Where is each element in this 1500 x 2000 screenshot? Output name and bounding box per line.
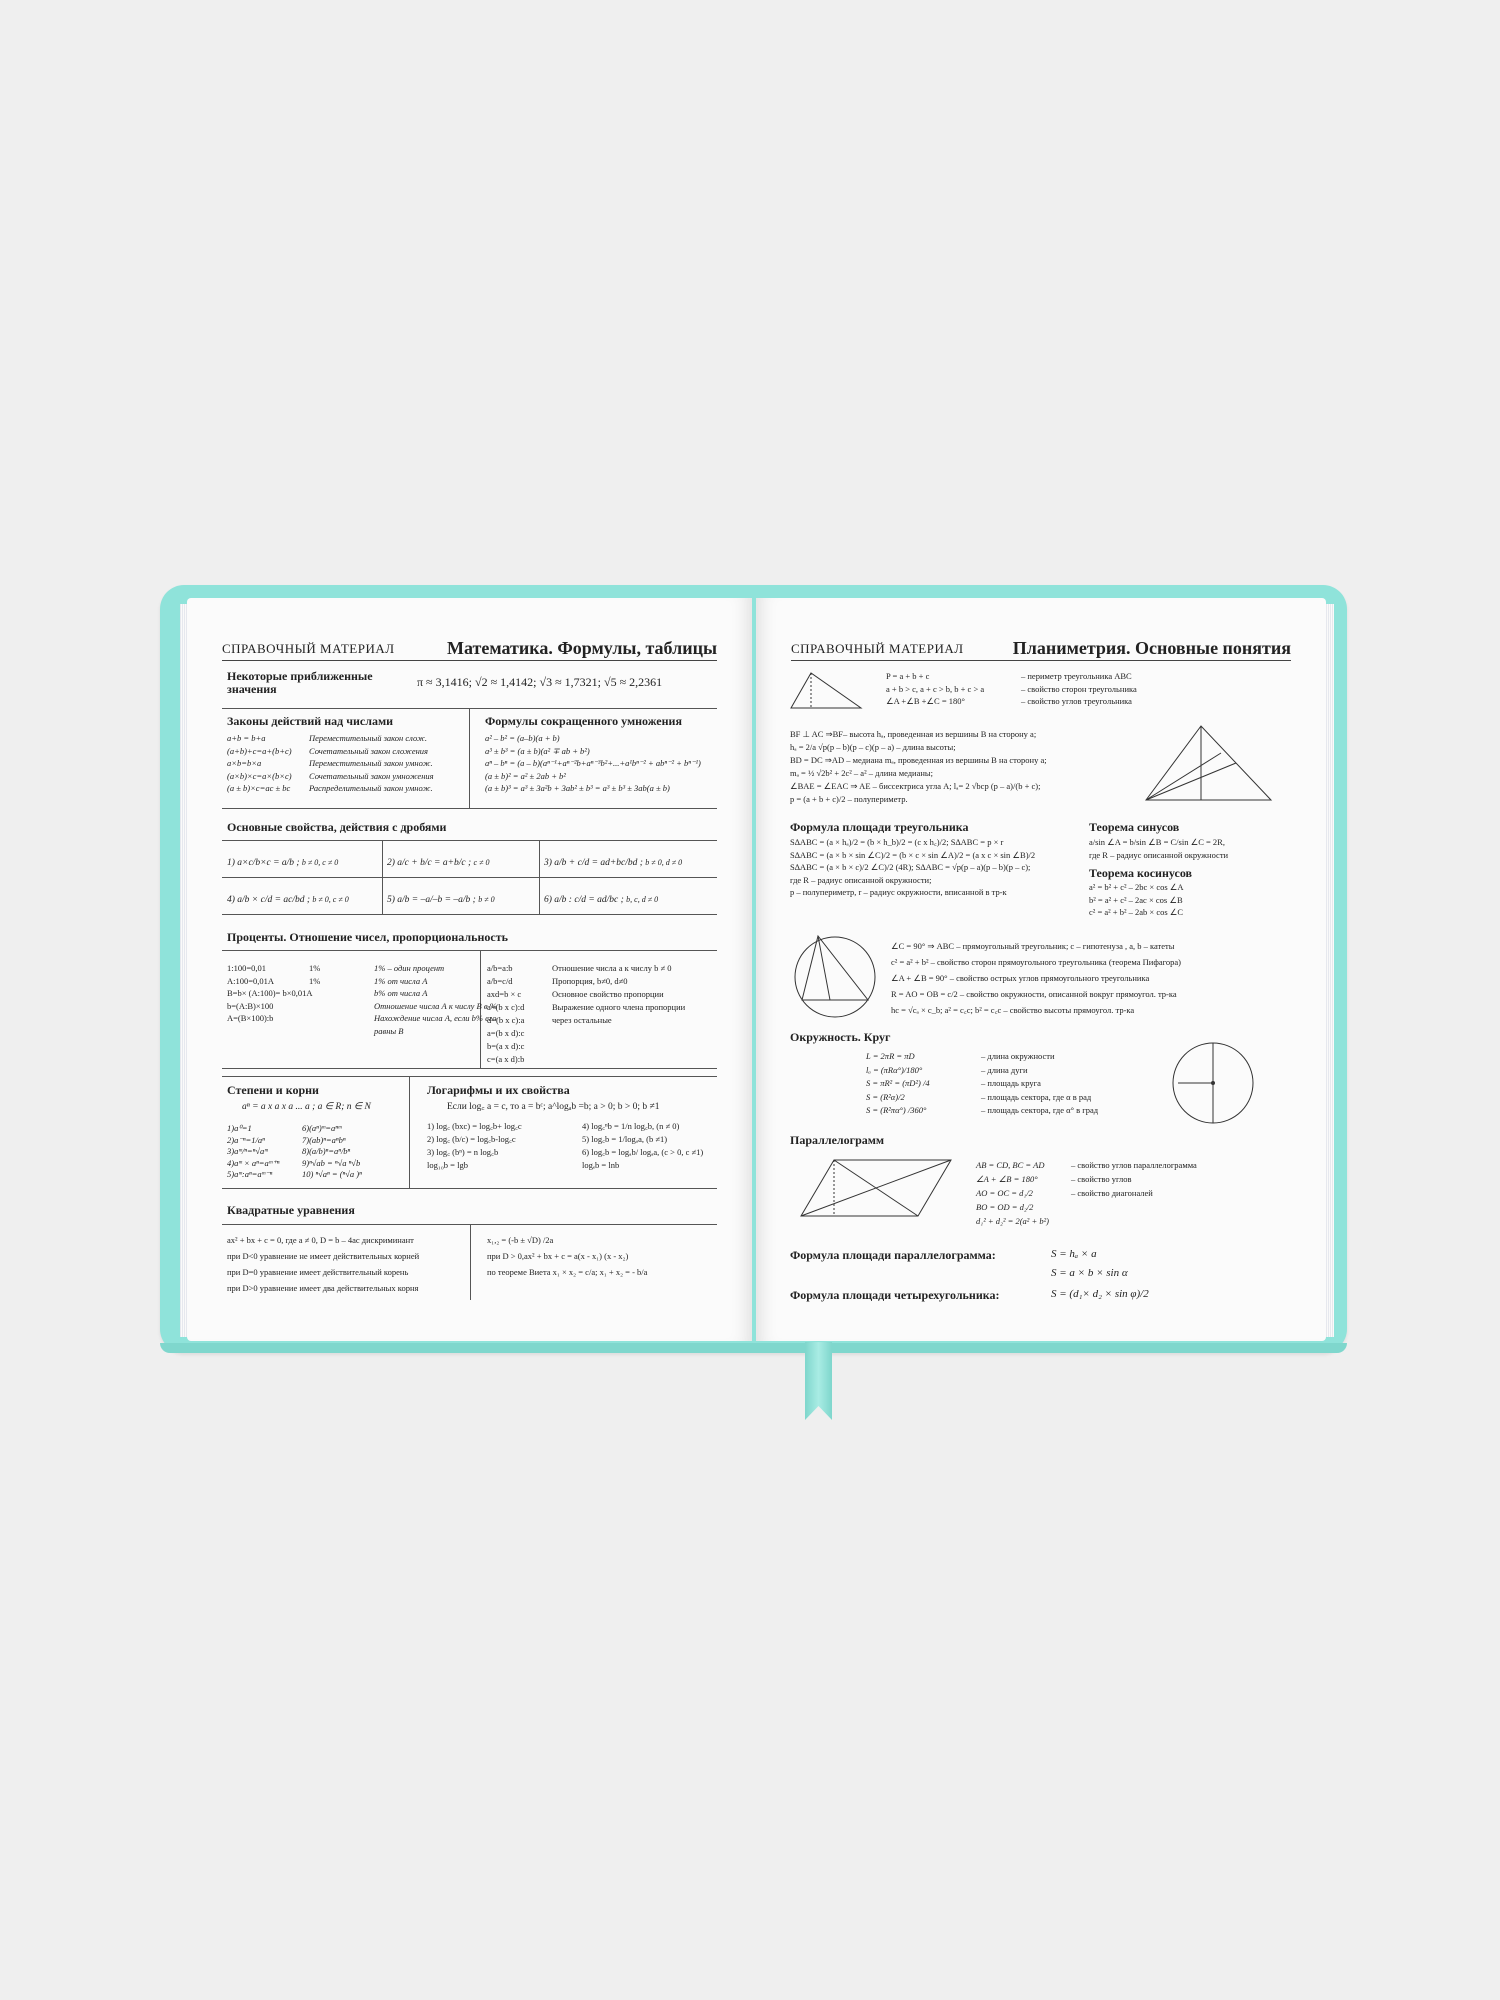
rule-condition: b ≠ 0, c ≠ 0 bbox=[301, 858, 339, 867]
approx-heading: Некоторые приближенные значения bbox=[227, 669, 373, 696]
cosines-formula: c² = a² + b² – 2ab × cos ∠C bbox=[1089, 907, 1184, 917]
section-label: СПРАВОЧНЫЙ МАТЕРИАЛ bbox=[791, 641, 964, 656]
percent-cell: B=b× (A:100)= b×0,01A bbox=[227, 988, 313, 998]
percent-cell bbox=[227, 1025, 309, 1038]
description: Переместительный закон слож. bbox=[309, 733, 428, 743]
fraction-rule bbox=[227, 893, 349, 907]
proportion-formula: axd=b × c bbox=[487, 989, 522, 999]
formula: a + b > c, a + c > b, b + c > a bbox=[886, 683, 985, 694]
altitude-line: BF ⊥ AC ⇒BF– высота hₐ, проведенная из вершины B на сторону a; bbox=[790, 729, 1037, 739]
description: – свойство углов треугольника bbox=[1021, 696, 1132, 706]
rule-condition: b, c, d ≠ 0 bbox=[626, 895, 659, 904]
rule-formula: a×c/b×c = a/b ; bbox=[237, 858, 302, 868]
sines-formulas bbox=[1089, 836, 1228, 861]
cosines-formulas bbox=[1089, 881, 1184, 919]
left-page-header bbox=[222, 636, 717, 661]
power-rule: 9)ⁿ√ab = ⁿ√a ⁿ√b bbox=[302, 1157, 361, 1168]
area-formula: где R – радиус описанной окружности; bbox=[790, 874, 932, 885]
area-formula: S∆ABC = (a × b × c)/2 ∠C)/2 (4R); S∆ABC = √p(p – a)(p – b)(p – c); bbox=[790, 862, 1031, 872]
power-rule: 1)a⁰=1 bbox=[227, 1123, 252, 1133]
formula: a×b=b×a bbox=[227, 758, 262, 768]
percent-row bbox=[227, 1025, 497, 1038]
law-row bbox=[227, 757, 434, 770]
quadratic-right bbox=[487, 1232, 647, 1280]
altitude-line: BD = DC ⇒AD – медиана mₐ, проведенная из вершины В на сторону a; bbox=[790, 755, 1047, 765]
section-label: СПРАВОЧНЫЙ МАТЕРИАЛ bbox=[222, 641, 395, 656]
circle-figure bbox=[1166, 1036, 1261, 1126]
divider bbox=[222, 950, 717, 951]
fraction-rule bbox=[544, 893, 658, 907]
area-formula: S∆ABC = (a × hₐ)/2 = (b × h_b)/2 = (c x h꜀)/2; S∆ABC = p × r bbox=[790, 837, 1004, 847]
quadrilateral-area-formula: S = (d₁× d₂ × sin φ)/2 bbox=[1051, 1288, 1149, 1300]
circle-formula: S = (R²α)/2 bbox=[866, 1091, 905, 1102]
proportion-description: через остальные bbox=[552, 1015, 612, 1025]
cosines-formula: b² = a² + c² – 2ac × cos ∠B bbox=[1089, 894, 1183, 905]
quadratic-line: при D > 0,ax² + bx + c = a(x - x₁) (x - x₂) bbox=[487, 1251, 629, 1261]
quadratic-line: по теореме Виета x₁ × x₂ = c/a; x₁ + x₂ = - b/a bbox=[487, 1267, 648, 1277]
quadratic-line: x₁,₂ = (-b ± √D) /2a bbox=[487, 1235, 554, 1245]
rule-formula: a/b + c/d = ad+bc/bd ; bbox=[554, 858, 646, 868]
law-row bbox=[227, 770, 434, 783]
rule-formula: a/c + b/c = a+b/c ; bbox=[397, 858, 474, 868]
quadratic-left bbox=[227, 1232, 419, 1296]
divider bbox=[222, 808, 717, 809]
power-rule: 2)a⁻ⁿ=1/aⁿ bbox=[227, 1134, 265, 1145]
proportion-formula: c=(a x d):b bbox=[487, 1054, 525, 1064]
rule-number: 4) bbox=[227, 895, 238, 905]
divider bbox=[539, 840, 540, 914]
rule-number: 5) bbox=[387, 895, 398, 905]
parallelogram-description: – свойство диагоналей bbox=[1071, 1188, 1153, 1198]
description: Сочетательный закон умножения bbox=[309, 770, 434, 781]
circle-description: – площадь круга bbox=[981, 1078, 1041, 1088]
percent-cell: A:100=0,01A bbox=[227, 975, 275, 986]
fractions-heading: Основные свойства, действия с дробями bbox=[227, 820, 447, 834]
quadrilateral-area-label: Формула площади четырехугольника: bbox=[790, 1288, 1000, 1302]
power-rule: 7)(ab)ⁿ=aⁿbⁿ bbox=[302, 1134, 346, 1145]
percent-cell bbox=[309, 1025, 374, 1038]
proportion-formula: b=(a x d):c bbox=[487, 1041, 525, 1051]
powers-definition: aⁿ = a x a x a ... a ; a ∈ R; n ∈ N bbox=[242, 1102, 371, 1112]
divider bbox=[409, 1076, 410, 1188]
circle-description: – длина дуги bbox=[981, 1064, 1028, 1075]
circle-description: – площадь сектора, где α в рад bbox=[981, 1091, 1092, 1102]
law-row bbox=[227, 745, 434, 758]
percent-cell: Отношение числа А к числу В в % bbox=[374, 1000, 497, 1011]
laws-list bbox=[227, 732, 434, 795]
right-triangle-line: c² = a² + b² – свойство сторон прямоугольного треугольника (теорема Пифагора) bbox=[891, 957, 1181, 967]
rule-number: 1) bbox=[227, 858, 238, 868]
divider bbox=[222, 1188, 717, 1189]
page-title: Планиметрия. Основные понятия bbox=[1012, 638, 1291, 658]
log-rule: 3) log꜀ (bⁿ) = n log꜀b bbox=[427, 1147, 499, 1157]
triangle-basic-row bbox=[886, 683, 1137, 696]
power-rule: 10) ⁿ√aⁿ = (ⁿ√a )ⁿ bbox=[302, 1169, 362, 1179]
power-rule: 5)aᵐ:aⁿ=aᵐ⁻ⁿ bbox=[227, 1169, 273, 1179]
log-rule: logₑb = lnb bbox=[582, 1160, 620, 1170]
short-mult-heading: Формулы сокращенного умножения bbox=[485, 714, 682, 728]
log-rule: 6) log꜀b = logₐb/ logₐa, (c > 0, c ≠1) bbox=[582, 1147, 704, 1157]
altitude-line: ∠BAE = ∠EAC ⇒ AE – биссектриса угла A; lₐ= 2 √bcp (p – a)/(b + c); bbox=[790, 781, 1041, 791]
percent-cell: равны В bbox=[374, 1025, 404, 1036]
description: Сочетательный закон сложения bbox=[309, 745, 429, 756]
proportion-description: Выражение одного члена пропорции bbox=[552, 1002, 686, 1012]
formula: P = a + b + c bbox=[886, 671, 930, 681]
rule-condition: b ≠ 0 bbox=[478, 895, 495, 904]
logs-col-2 bbox=[582, 1120, 703, 1172]
right-triangle-line: ∠A + ∠B = 90° – свойство острых углов прямоугольного треугольника bbox=[891, 973, 1150, 983]
proportion-formula: a=(b x d):c bbox=[487, 1028, 525, 1038]
left-page bbox=[187, 598, 752, 1341]
circle-description: – площадь сектора, где α° в град bbox=[981, 1105, 1099, 1115]
percent-cell: 1% bbox=[309, 975, 321, 986]
divider bbox=[382, 840, 383, 914]
law-row bbox=[227, 732, 434, 745]
circle-formula: S = πR² = (πD²) /4 bbox=[866, 1078, 930, 1088]
laws-heading: Законы действий над числами bbox=[227, 714, 394, 728]
right-page bbox=[756, 598, 1326, 1341]
rule-condition: b ≠ 0, d ≠ 0 bbox=[645, 858, 683, 867]
proportion-formula: a=(b x c):d bbox=[487, 1002, 525, 1012]
parallelogram-formula: AO = OC = d₁/2 bbox=[976, 1188, 1033, 1198]
power-rule: 8)(a/b)ⁿ=aⁿ/bⁿ bbox=[302, 1146, 351, 1156]
description: Распределительный закон умнож. bbox=[309, 783, 433, 793]
cosines-heading: Теорема косинусов bbox=[1089, 866, 1193, 880]
formula: (a+b)+c=a+(b+c) bbox=[227, 745, 292, 756]
parallelogram-heading: Параллелограмм bbox=[790, 1133, 885, 1147]
formula: (a ± b)×c=ac ± bc bbox=[227, 783, 291, 793]
parallelogram-figure bbox=[796, 1148, 956, 1223]
right-triangle-line: R = AO = OB = c/2 – свойство окружности, описанной вокруг прямоугол. тр-ка bbox=[891, 989, 1177, 999]
fraction-rule bbox=[544, 856, 682, 870]
altitude-line: hₐ = 2/a √p(p – b)(p – c)(p – a) – длина высоты; bbox=[790, 742, 956, 752]
proportion-formula: a/b=a:b bbox=[487, 963, 513, 973]
power-rule: 6)(aⁿ)ᵐ=aⁿᵐ bbox=[302, 1123, 342, 1133]
powers-heading: Степени и корни bbox=[227, 1083, 319, 1097]
percent-cell bbox=[309, 987, 374, 1000]
proportion-description: Отношение числа а к числу b ≠ 0 bbox=[552, 963, 672, 973]
area-heading: Формула площади треугольника bbox=[790, 820, 969, 834]
formula: (a×b)×c=a×(b×c) bbox=[227, 770, 292, 781]
parallelogram-description: – свойство углов параллелограмма bbox=[1071, 1160, 1197, 1170]
rule-formula: a/b = –a/–b = –a/b ; bbox=[397, 895, 479, 905]
right-triangle-line: ∠C = 90° ⇒ АВС – прямоугольный треугольник; c – гипотенуза , a, b – катеты bbox=[891, 941, 1175, 951]
percent-cell: 1:100=0,01 bbox=[227, 963, 267, 973]
divider bbox=[222, 914, 717, 915]
logs-col-1 bbox=[427, 1120, 522, 1172]
percent-cell: 1% bbox=[309, 963, 321, 973]
cosines-formula: a² = b² + c² – 2bc × cos ∠A bbox=[1089, 882, 1184, 892]
log-rule: 2) log꜀ (b/c) = log꜀b-log꜀c bbox=[427, 1134, 516, 1144]
identity-row: (a ± b)² = a² ± 2ab + b² bbox=[485, 770, 566, 781]
log-rule: log₁₀b = lgb bbox=[427, 1160, 468, 1170]
identity-row: aⁿ – bⁿ = (a – b)(aⁿ⁻¹+aⁿ⁻²b+aⁿ⁻³b²+...+a¹bⁿ⁻² + abⁿ⁻² + bⁿ⁻¹) bbox=[485, 758, 701, 768]
rule-number: 6) bbox=[544, 895, 555, 905]
divider bbox=[222, 1068, 717, 1069]
divider bbox=[470, 1224, 471, 1300]
percent-cell: b% от числа А bbox=[374, 988, 428, 998]
law-row bbox=[227, 782, 434, 795]
percent-row bbox=[227, 1000, 497, 1013]
circle-description: – длина окружности bbox=[981, 1051, 1055, 1061]
sines-formula: где R – радиус описанной окружности bbox=[1089, 849, 1229, 860]
percent-row bbox=[227, 962, 497, 975]
triangle-basic-row bbox=[886, 695, 1137, 708]
parallelogram-area-formula-2: S = a × b × sin α bbox=[1051, 1267, 1128, 1279]
description: – периметр треугольника АВС bbox=[1021, 671, 1132, 681]
page-edge-right bbox=[1325, 604, 1334, 1337]
circle-formula: lₐ = (πRα°)/180° bbox=[866, 1064, 923, 1075]
proportion-description: Пропорция, b≠0, d≠0 bbox=[552, 976, 628, 986]
fraction-rule bbox=[227, 856, 338, 870]
power-rule: 3)aᵐ/ⁿ=ⁿ√aᵐ bbox=[227, 1146, 268, 1156]
proportion-description: Основное свойство пропорции bbox=[552, 989, 664, 999]
divider bbox=[222, 877, 717, 878]
parallelogram-area-label: Формула площади параллелограмма: bbox=[790, 1248, 996, 1262]
percent-left bbox=[227, 962, 497, 1037]
powers-col-1 bbox=[227, 1123, 279, 1181]
quadratic-line: ax² + bx + c = 0, где a ≠ 0, D = b – 4ac дискриминант bbox=[227, 1235, 414, 1245]
percent-cell: 1% от числа А bbox=[374, 975, 428, 986]
sines-formula: a/sin ∠A = b/sin ∠B = C/sin ∠C = 2R, bbox=[1089, 837, 1225, 847]
rule-condition: c ≠ 0 bbox=[473, 858, 490, 867]
percent-row bbox=[227, 975, 497, 988]
circle-heading: Окружность. Круг bbox=[790, 1030, 891, 1044]
altitude-line: mₐ = ½ √2b² + 2c² – a² – длина медианы; bbox=[790, 768, 933, 778]
triangle-elements-figure bbox=[1141, 718, 1281, 808]
percent-cell: Нахождение числа А, если b% его bbox=[374, 1013, 497, 1023]
rule-number: 3) bbox=[544, 858, 555, 868]
parallelogram-formula: d₁² + d₂² = 2(a² + b²) bbox=[976, 1216, 1049, 1226]
identity-row: a² – b² = (a–b)(a + b) bbox=[485, 733, 560, 743]
right-triangle-circle-figure bbox=[790, 930, 880, 1020]
log-rule: 1) log꜀ (bxc) = log꜀b+ log꜀c bbox=[427, 1121, 522, 1131]
circle-formula: S = (R²πα°) /360° bbox=[866, 1105, 927, 1115]
percent-cell: b=(A:B)×100 bbox=[227, 1000, 274, 1011]
proportion-formula: a/b=c/d bbox=[487, 976, 513, 986]
sines-heading: Теорема синусов bbox=[1089, 820, 1180, 834]
parallelogram-formula: AB = CD, BC = AD bbox=[976, 1160, 1045, 1170]
powers-col-2 bbox=[302, 1123, 362, 1181]
triangle-basics bbox=[886, 670, 1137, 708]
formula: ∠A +∠B +∠C = 180° bbox=[886, 696, 965, 706]
area-formula: S∆ABC = (a × b × sin ∠C)/2 = (b × c × sin ∠A)/2 = (a x c × sin ∠B)/2 bbox=[790, 849, 1036, 860]
rule-number: 2) bbox=[387, 858, 398, 868]
parallelogram-descriptions bbox=[1071, 1158, 1197, 1200]
right-triangle-line: hc = √cₐ × c_b; a² = c꜀c; b² = c꜀c – свойство высоты прямоугол. тр-ка bbox=[891, 1005, 1135, 1015]
percent-row bbox=[227, 1012, 497, 1025]
fraction-rule bbox=[387, 893, 495, 907]
rule-formula: a/b : c/d = ad/bc ; bbox=[554, 895, 627, 905]
proportion-formula: d=(b x c):a bbox=[487, 1015, 525, 1025]
quadratic-heading: Квадратные уравнения bbox=[227, 1203, 355, 1217]
quadratic-line: при D=0 уравнение имеет действительный корень bbox=[227, 1267, 409, 1277]
percent-heading: Проценты. Отношение чисел, пропорциональность bbox=[227, 930, 508, 944]
approx-values: π ≈ 3,1416; √2 ≈ 1,4142; √3 ≈ 1,7321; √5 ≈ 2,2361 bbox=[417, 675, 663, 689]
percent-right-formulas bbox=[487, 962, 524, 1066]
logs-definition: Если log꜀ a = c, то a = bᶜ; a^logₐb =b; a > 0; b > 0; b ≠1 bbox=[447, 1102, 660, 1112]
percent-row bbox=[227, 987, 497, 1000]
logs-heading: Логарифмы и их свойства bbox=[427, 1083, 570, 1097]
right-triangle-properties bbox=[891, 938, 1181, 1018]
divider bbox=[222, 1076, 717, 1077]
quadratic-line: при D<0 уравнение не имеет действительных корней bbox=[227, 1251, 420, 1261]
percent-cell: A=(B×100):b bbox=[227, 1013, 274, 1023]
parallelogram-formula: ∠A + ∠B = 180° bbox=[976, 1174, 1038, 1184]
triangle-basic-row bbox=[886, 670, 1137, 683]
page-title: Математика. Формулы, таблицы bbox=[446, 638, 717, 658]
percent-right-descriptions bbox=[552, 962, 685, 1027]
altitude-median-bisector bbox=[790, 728, 1047, 806]
altitude-line: p = (a + b + c)/2 – полупериметр. bbox=[790, 794, 908, 804]
circle-formula: L = 2πR = πD bbox=[866, 1051, 915, 1061]
right-page-header bbox=[791, 636, 1291, 661]
fraction-rule bbox=[387, 856, 489, 870]
identity-row: (a ± b)³ = a³ ± 3a²b + 3ab² ± b³ = a³ ± b³ ± 3ab(a ± b) bbox=[485, 783, 670, 793]
percent-cell: 1% – один процент bbox=[374, 963, 445, 973]
rule-formula: a/b × c/d = ac/bd ; bbox=[237, 895, 313, 905]
description: Переместительный закон умнож. bbox=[309, 758, 433, 768]
parallelogram-formulas bbox=[976, 1158, 1049, 1228]
formula: a+b = b+a bbox=[227, 733, 266, 743]
parallelogram-formula: BO = OD = d₂/2 bbox=[976, 1202, 1034, 1212]
circle-descriptions bbox=[981, 1050, 1098, 1118]
percent-cell bbox=[309, 1000, 374, 1013]
divider bbox=[469, 708, 470, 808]
log-rule: 4) log꜀ⁿb = 1/n log꜀b, (n ≠ 0) bbox=[582, 1121, 680, 1131]
area-formula: p – полупериметр, r – радиус окружности, вписанной в тр-к bbox=[790, 887, 1007, 897]
percent-cell bbox=[309, 1012, 374, 1025]
parallelogram-area-formula-1: S = hₐ × a bbox=[1051, 1248, 1097, 1260]
parallelogram-description: – свойство углов bbox=[1071, 1174, 1132, 1184]
identity-row: a³ ± b³ = (a ± b)(a² ∓ ab + b²) bbox=[485, 745, 590, 756]
circle-formulas bbox=[866, 1050, 930, 1118]
bookmark-ribbon[interactable] bbox=[805, 1342, 832, 1420]
log-rule: 5) log꜀b = 1/logₐa, (b ≠1) bbox=[582, 1134, 668, 1144]
triangle-figure bbox=[786, 668, 866, 713]
rule-condition: b ≠ 0, c ≠ 0 bbox=[312, 895, 349, 904]
short-mult-list bbox=[485, 732, 701, 795]
area-formulas bbox=[790, 836, 1035, 899]
quadratic-line: при D>0 уравнение имеет два действительных корня bbox=[227, 1283, 419, 1293]
description: – свойство сторон треугольника bbox=[1021, 683, 1137, 694]
power-rule: 4)aᵐ × aⁿ=aᵐ⁺ⁿ bbox=[227, 1157, 280, 1168]
